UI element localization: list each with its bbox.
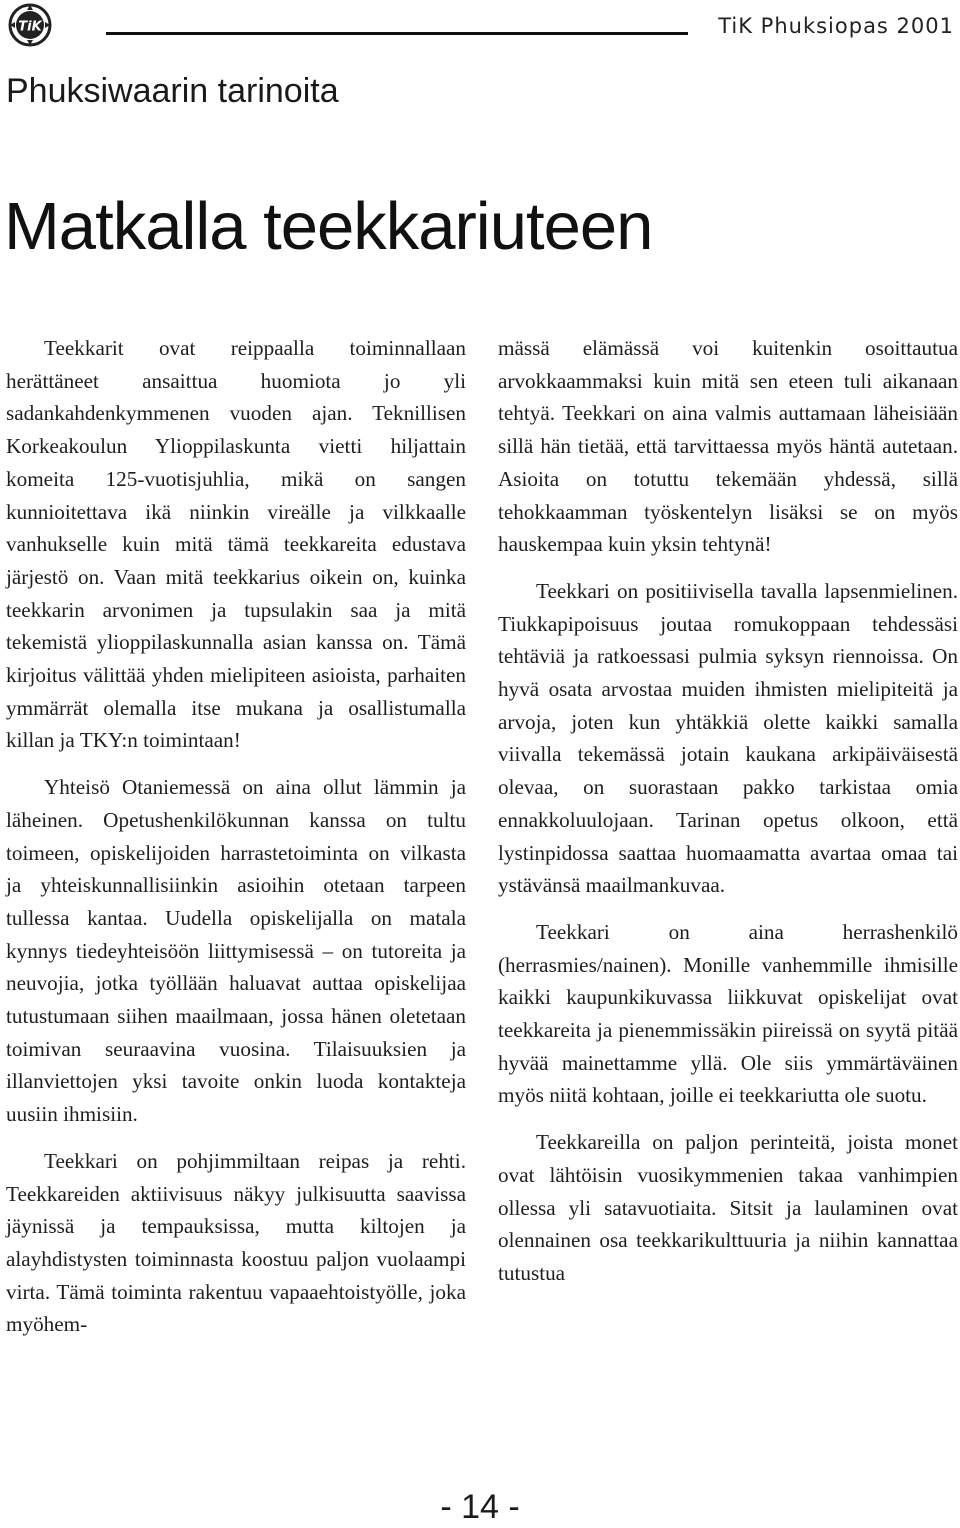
left-column	[6, 332, 466, 1355]
paragraph: Teekkareilla on paljon perinteitä, joista monet ovat lähtöisin vuosikymmenien takaa vanhimpien ollessa yli satavuotiaita. Sitsit ja laulaminen ovat olennainen osa teekkarikulttuuria ja niihin kannattaa tutustua	[498, 1130, 958, 1285]
paragraph: Teekkari on pohjimmiltaan reipas ja rehti. Teekkareiden aktiivisuus näkyy julkisuutta saavissa jäynissä ja tempauksissa, mutta kiltojen ja alayhdistysten toiminnasta koostuu paljon vuolaampi virta. Tämä toiminta rakentuu vapaaehtoistyölle, joka myöhem-	[6, 1148, 466, 1337]
paragraph: Teekkari on aina herrashenkilö (herrasmies/nainen). Monille vanhemmille ihmisille kaikki kaupunkikuvassa liikkuvat opiskelijat ovat teekkareita ja pienemmissäkin piireissä on syytä pitää hyvää mainettamme yllä. Ole siis ymmärtäväinen myös niitä kohtaan, joille ei teekkariutta ole suotu.	[498, 919, 958, 1108]
section-title: Phuksiwaarin tarinoita	[6, 72, 339, 110]
page-title: Matkalla teekkariuteen	[4, 189, 653, 264]
paragraph: Yhteisö Otaniemessä on aina ollut lämmin ja läheinen. Opetushenkilökunnan kanssa on tultu toimeen, opiskelijoiden harrastetoiminta on vilkasta ja yhteiskunnallisiinkin asioihin otetaan tarpeen tullessa kantaa. Uudella opiskelijalla on matala kynnys tiedeyhteisöön liittymisessä – on tutoreita ja neuvojia, jotka työllään haluavat auttaa opiskelijaa tutustumaan siihen maailmaan, jossa hänen oletetaan toimivan seuraavina vuosina. Tilaisuuksien ja illanviettojen yksi tavoite onkin luoda kontakteja uusiin ihmisiin.	[6, 775, 466, 1127]
page-number: - 14 -	[440, 1488, 520, 1526]
header-rule	[106, 32, 688, 35]
paragraph: Teekkarit ovat reippaalla toiminnallaan herättäneet ansaittua huomiota jo yli sadankahdenkymmenen vuoden ajan. Teknillisen Korkeakoulun Ylioppilaskunta vietti hiljattain komeita 125-vuotisjuhlia, mikä on sangen kunnioitettava ikä niinkin vireälle ja vilkkaalle vanhukselle kuin mitä tämä teekkareita edustava järjestö on. Vaan mitä teekkarius oikein on, kuinka teekkarin arvonimen ja tupsulakin saa ja mitä tekemistä ylioppilaskunnalla asian kanssa on. Tämä kirjoitus välittää yhden mielipiteen asioista, parhaiten ymmärrät olemalla itse mukana ja osallistumalla killan ja TKY:n toimintaan!	[6, 336, 466, 753]
publication-title: TiK Phuksiopas 2001	[718, 14, 954, 38]
right-column	[498, 332, 958, 1304]
tik-logo	[4, 2, 56, 48]
paragraph: Teekkari on positiivisella tavalla lapsenmielinen. Tiukkapipoisuus joutaa romukoppaan tehdessäsi tehtäviä ja ratkoessasi pulmia syksyn riennoissa. On hyvä osata arvostaa muiden ihmisten mielipiteitä ja arvoja, joten kun yhtäkkiä olette kaikki samalla viivalla tekemässä jotain kaukana arkipäiväisestä olevaa, on suorastaan pakko tarkistaa omia ennakkoluulojaan. Tarinan opetus olkoon, että lystinpidossa saattaa huomaamatta avartaa omaa tai ystävänsä maailmankuvaa.	[498, 578, 958, 898]
paragraph-continuation: mässä elämässä voi kuitenkin osoittautua arvokkaammaksi kuin mitä sen eteen tuli aikanaan tehtyä. Teekkari on aina valmis auttamaan läheisiään sillä hän tietää, että tarvittaessa myös häntä autetaan. Asioita on totuttu tekemään yhdessä, sillä tehokkaamman työskentelyn lisäksi se on myös hauskempaa kuin yksin tehtynä!	[498, 336, 958, 557]
logo-text: TiK	[18, 19, 42, 35]
